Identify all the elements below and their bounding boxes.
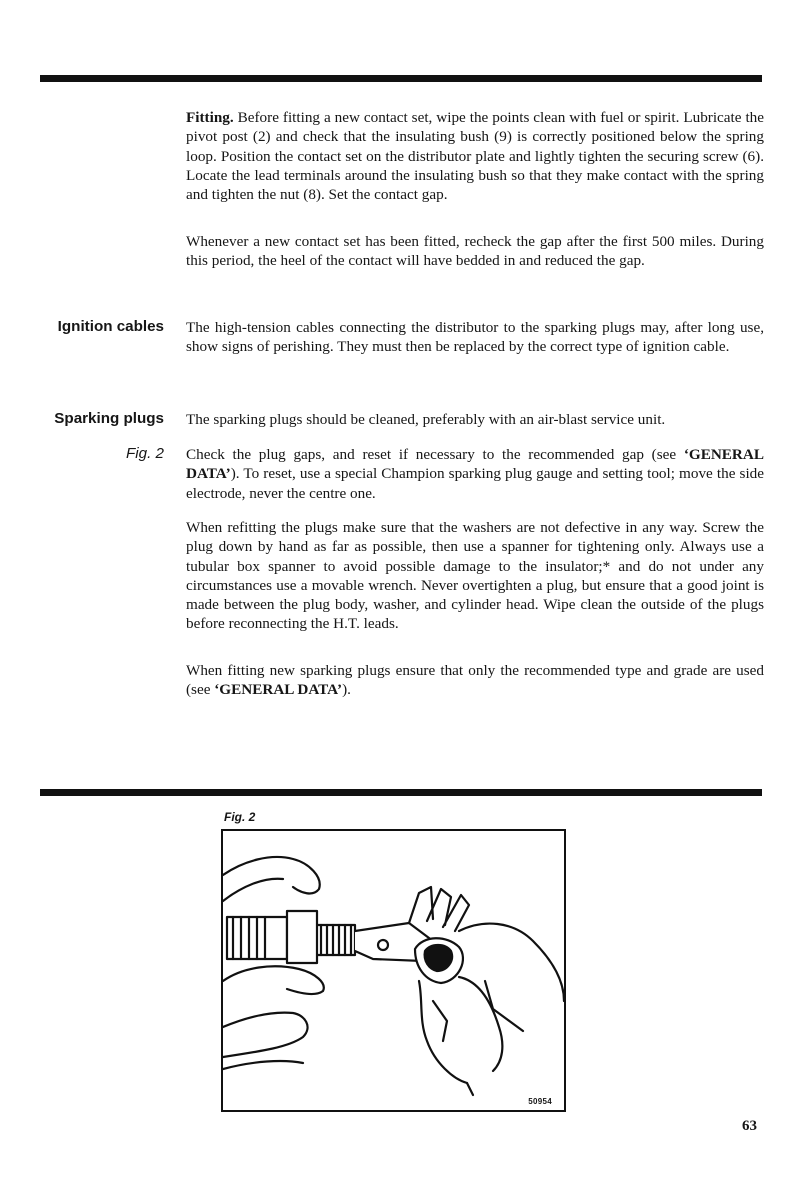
page-number: 63	[742, 1118, 757, 1134]
p4-start: When fitting new sparking plugs ensure that only the recommended type and grade are used (see	[186, 662, 764, 699]
figure-code: 50954	[528, 1097, 552, 1106]
figure-illustration	[221, 829, 566, 1112]
spark-plug-gauge-illustration	[223, 831, 564, 1110]
sparking-plugs-paragraph-4	[186, 661, 764, 700]
top-rule	[40, 75, 762, 82]
ignition-cables-heading: Ignition cables	[57, 318, 164, 335]
sparking-plugs-paragraph-3: When refitting the plugs make sure that the washers are not defective in any way. Screw the plug down by hand as far as possible, then use a spanner for tightening only. Always use a tubular box spanner to avoid possible damage to the insulator;* and do not under any circumstances use a movable wrench. Never overtighten a plug, but ensure that a good joint is made between the plug body, washer, and cylinder head. Wipe clean the outside of the plugs before reconnecting the H.T. leads.	[186, 519, 764, 633]
recheck-paragraph: Whenever a new contact set has been fitted, recheck the gap after the first 500 miles. During this period, the heel of the contact will have bedded in and reduced the gap.	[186, 233, 764, 270]
fitting-text: Before fitting a new contact set, wipe the points clean with fuel or spirit. Lubricate the pivot post (2) and check that the insulating bush (9) is correctly positioned below the spring loop. Position the contact set on the distributor plate and lightly tighten the securing screw (6). Locate the lead terminals around the insulating bush so that they make contact with the spring and tighten the nut (8). Set the contact gap.	[186, 109, 764, 204]
ignition-cables-paragraph: The high-tension cables connecting the distributor to the sparking plugs may, after long use, show signs of perishing. They must then be replaced by the correct type of ignition cable.	[186, 319, 764, 356]
p2-end: ). To reset, use a special Champion sparking plug gauge and setting tool; move the side electrode, never the centre one.	[186, 465, 764, 502]
general-data-ref-2: ‘GENERAL DATA’	[214, 681, 343, 699]
p4-end: ).	[342, 681, 351, 699]
figure-label: Fig. 2	[224, 810, 256, 824]
fitting-lead: Fitting.	[186, 109, 234, 126]
sparking-plugs-paragraph-2	[186, 445, 764, 503]
p2-start: Check the plug gaps, and reset if necessary to the recommended gap (see	[186, 446, 684, 463]
fig-reference: Fig. 2	[126, 445, 164, 462]
middle-rule	[40, 789, 762, 796]
sparking-plugs-heading: Sparking plugs	[54, 410, 164, 427]
fitting-paragraph	[186, 108, 764, 204]
general-data-ref: ‘GENERAL DATA’	[186, 446, 764, 483]
sparking-plugs-paragraph-1: The sparking plugs should be cleaned, preferably with an air-blast service unit.	[186, 411, 666, 428]
